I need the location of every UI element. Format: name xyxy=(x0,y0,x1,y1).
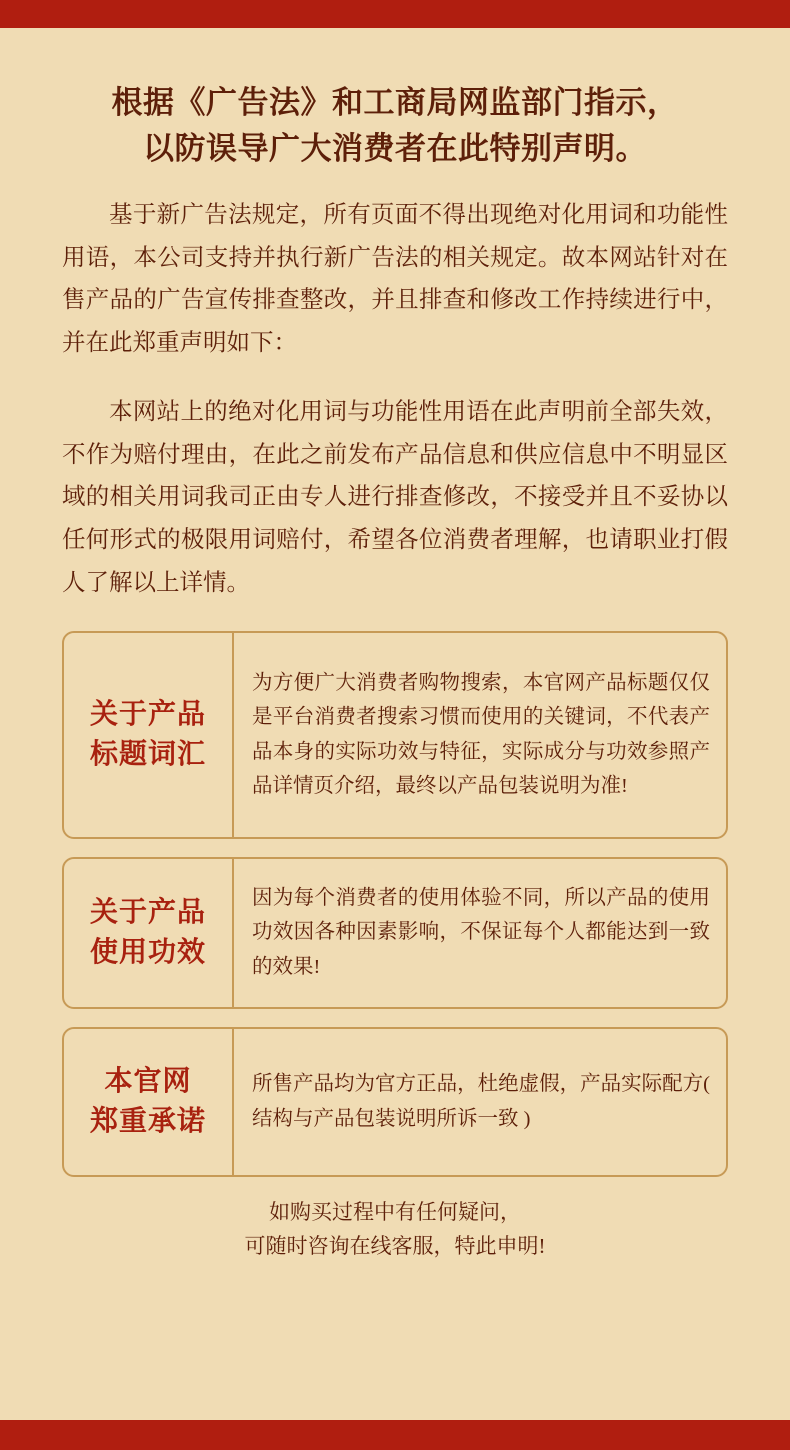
notice-card-official-promise xyxy=(62,1027,728,1177)
notice-card-label-line-1: 关于产品 xyxy=(89,896,206,928)
page-title xyxy=(62,28,728,172)
notice-card-list xyxy=(62,631,728,1177)
notice-card-label-line-2: 郑重承诺 xyxy=(89,1105,206,1137)
notice-card-label-line-1: 关于产品 xyxy=(89,698,206,730)
footer-note-line-2: 可随时咨询在线客服，特此申明! xyxy=(244,1233,546,1258)
notice-card-label-line-2: 标题词汇 xyxy=(89,738,206,770)
statement-paragraph-1: 基于新广告法规定，所有页面不得出现绝对化用词和功能性用语，本公司支持并执行新广告法的相关规定。故本网站针对在售产品的广告宣传排查整改，并且排查和修改工作持续进行中，并在此郑重声明如下： xyxy=(62,201,728,357)
statement-paragraph-2: 本网站上的绝对化用词与功能性用语在此声明前全部失效，不作为赔付理由，在此之前发布产品信息和供应信息中不明显区域的相关用词我司正由专人进行排查修改，不接受并且不妥协以任何形式的极限用词赔付，希望各位消费者理解，也请职业打假人了解以上详情。 xyxy=(62,398,728,596)
notice-card-text: 所售产品均为官方正品，杜绝虚假，产品实际配方( 结构与产品包装说明所诉一致 ) xyxy=(252,1073,710,1130)
notice-card-text: 为方便广大消费者购物搜索，本官网产品标题仅仅是平台消费者搜索习惯而使用的关键词，不代表产品本身的实际功效与特征，实际成分与功效参照产品详情页介绍，最终以产品包装说明为准! xyxy=(252,671,710,798)
page-title-line-2: 以防误导广大消费者在此特别声明。 xyxy=(143,130,647,166)
notice-card-product-effect xyxy=(62,857,728,1009)
statement-body xyxy=(62,194,728,605)
panel-inner xyxy=(0,28,790,1420)
notice-card-label xyxy=(64,859,234,1007)
notice-card-text: 因为每个消费者的使用体验不同，所以产品的使用功效因各种因素影响，不保证每个人都能达到一致的效果! xyxy=(252,886,710,978)
statement-panel xyxy=(0,28,790,1420)
footer-note-line-1: 如购买过程中有任何疑问， xyxy=(269,1199,521,1224)
top-border-bar xyxy=(0,0,790,28)
notice-card-label-line-1: 本官网 xyxy=(104,1065,192,1097)
notice-card-label xyxy=(64,1029,234,1175)
notice-card-label-line-2: 使用功效 xyxy=(89,936,206,968)
footer-note xyxy=(62,1195,728,1263)
bottom-border-bar xyxy=(0,1420,790,1450)
page-title-line-1: 根据《广告法》和工商局网监部门指示， xyxy=(111,85,679,120)
notice-card-label xyxy=(64,633,234,837)
notice-card-product-title xyxy=(62,631,728,839)
